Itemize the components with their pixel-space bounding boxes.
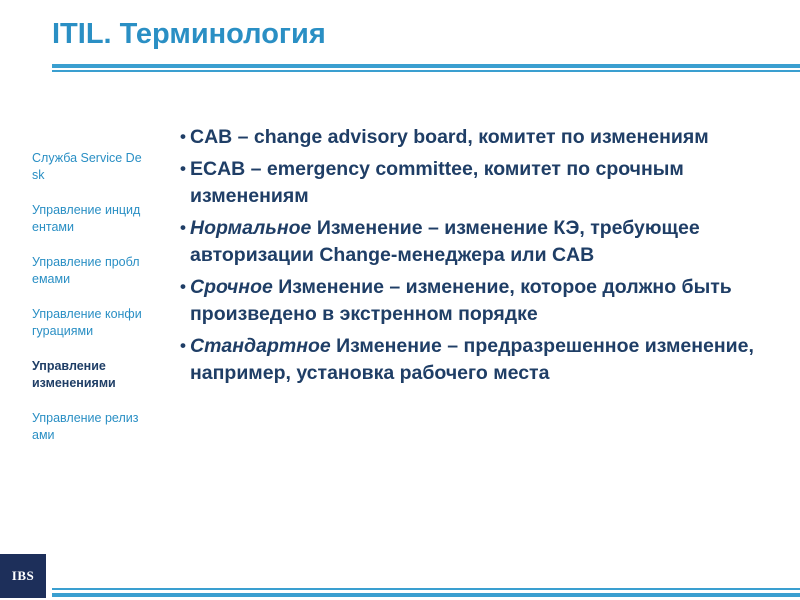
bullet-item	[182, 274, 782, 328]
bullet-item	[182, 156, 782, 210]
bullet-item	[182, 333, 782, 387]
bullet-item	[182, 124, 782, 151]
top-divider-thin	[52, 70, 800, 72]
sidebar-item-configurations[interactable]: Управление конфигурациями	[32, 307, 142, 338]
bullet-term: Срочное	[190, 276, 273, 298]
sidebar-item-changes[interactable]: Управление изменениями	[32, 359, 116, 390]
bullet-text: ECAB – emergency committee, комитет по срочным изменениям	[190, 158, 684, 207]
bullet-term: Нормальное	[190, 217, 312, 239]
sidebar-item-service-desk[interactable]: Служба Service Desk	[32, 151, 142, 182]
bottom-divider	[52, 593, 800, 597]
sidebar-nav	[32, 150, 142, 462]
bullet-text: Изменение – изменение КЭ, требующее авторизации Change-менеджера или CAB	[190, 217, 700, 266]
bullet-term: Стандартное	[190, 335, 331, 357]
ibs-logo: IBS	[0, 554, 46, 598]
bullet-text: CAB – change advisory board, комитет по изменениям	[190, 126, 709, 148]
top-divider	[52, 64, 800, 68]
slide-title: ITIL. Терминология	[52, 18, 326, 50]
bullet-list	[182, 124, 782, 392]
sidebar-item-problems[interactable]: Управление проблемами	[32, 255, 140, 286]
bullet-text: Изменение – предразрешенное изменение, например, установка рабочего места	[190, 335, 754, 384]
sidebar-item-releases[interactable]: Управление релизами	[32, 411, 139, 442]
bullet-text: Изменение – изменение, которое должно быть произведено в экстренном порядке	[190, 276, 732, 325]
bullet-item	[182, 215, 782, 269]
bottom-divider-thin	[52, 588, 800, 590]
sidebar-item-incidents[interactable]: Управление инцидентами	[32, 203, 141, 234]
